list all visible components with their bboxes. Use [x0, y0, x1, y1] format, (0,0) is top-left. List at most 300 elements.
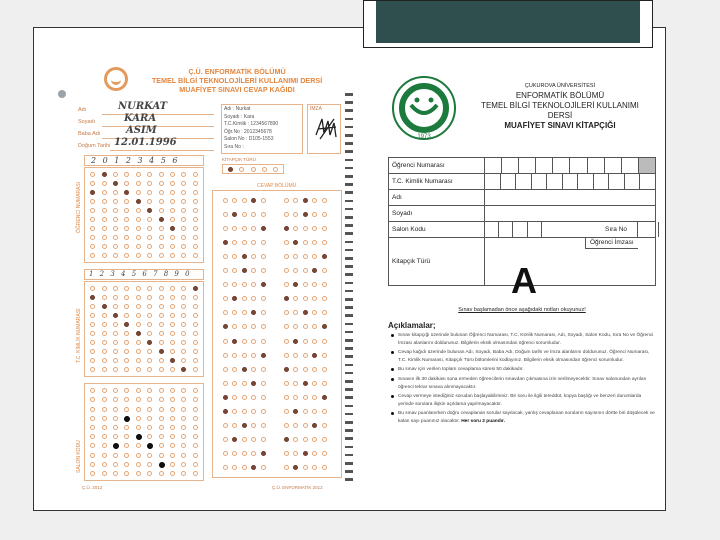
filled-bubble	[303, 381, 308, 386]
answer-bubble	[242, 353, 247, 358]
answer-bubble	[251, 324, 256, 329]
answer-bubble	[181, 471, 186, 476]
answer-bubble	[90, 244, 95, 249]
answer-bubble	[242, 395, 247, 400]
filled-bubble	[147, 208, 152, 213]
answer-bubble	[90, 322, 95, 327]
answer-bubble	[147, 253, 152, 258]
answer-bubble	[170, 172, 175, 177]
answer-bubble	[136, 235, 141, 240]
answer-bubble	[251, 339, 256, 344]
answer-bubble	[90, 425, 95, 430]
answer-bubble	[124, 331, 129, 336]
answer-bubble	[251, 167, 256, 172]
answer-bubble	[293, 296, 298, 301]
answer-bubble	[193, 425, 198, 430]
answer-bubble	[102, 443, 107, 448]
answer-bubble	[181, 295, 186, 300]
answer-bubble	[293, 395, 298, 400]
booklet-title	[465, 81, 655, 131]
answer-bubble	[147, 199, 152, 204]
answer-bubble	[193, 416, 198, 421]
answer-section-title: CEVAP BÖLÜMÜ	[257, 183, 297, 189]
answer-bubble	[223, 423, 228, 428]
handwritten-name: NURKAT	[118, 101, 168, 112]
timing-mark	[345, 396, 353, 399]
answer-bubble	[223, 367, 228, 372]
answer-bubble	[124, 443, 129, 448]
answer-bubble	[284, 254, 289, 259]
answer-bubble	[312, 367, 317, 372]
answer-bubble	[261, 339, 266, 344]
answer-bubble	[124, 462, 129, 467]
answer-bubble	[136, 349, 141, 354]
answer-bubble	[181, 443, 186, 448]
answer-bubble	[223, 310, 228, 315]
timing-mark	[345, 224, 353, 227]
answer-bubble	[124, 199, 129, 204]
university-logo-icon	[104, 67, 128, 91]
answer-bubble	[322, 437, 327, 442]
answer-bubble	[293, 268, 298, 273]
answer-bubble	[261, 198, 266, 203]
answer-bubble	[159, 304, 164, 309]
filled-bubble	[223, 324, 228, 329]
answer-bubble	[170, 322, 175, 327]
answer-bubble	[261, 240, 266, 245]
filled-bubble	[170, 226, 175, 231]
answer-bubble	[113, 295, 118, 300]
answer-bubble	[322, 282, 327, 287]
answer-bubble	[147, 416, 152, 421]
filled-bubble	[136, 434, 142, 440]
answer-bubble	[293, 381, 298, 386]
answer-bubble	[102, 397, 107, 402]
note-item	[398, 410, 656, 425]
answer-bubble	[102, 217, 107, 222]
filled-bubble	[159, 217, 164, 222]
timing-mark	[345, 142, 353, 145]
answer-bubble	[113, 367, 118, 372]
filled-bubble	[232, 296, 237, 301]
answer-bubble	[293, 353, 298, 358]
filled-bubble	[170, 358, 175, 363]
timing-mark	[345, 462, 353, 465]
answer-bubble	[136, 462, 141, 467]
answer-bubble	[102, 340, 107, 345]
answer-bubble	[223, 437, 228, 442]
answer-bubble	[170, 295, 175, 300]
answer-bubble	[251, 395, 256, 400]
answer-bubble	[322, 212, 327, 217]
timing-marks	[345, 93, 353, 491]
info-line: Sıra No :	[224, 143, 244, 150]
answer-bubble	[181, 388, 186, 393]
handwritten-birthdate: 12.01.1996	[114, 137, 177, 148]
answer-bubble	[90, 416, 95, 421]
answer-bubble	[251, 437, 256, 442]
answer-bubble	[303, 353, 308, 358]
answer-bubble	[90, 235, 95, 240]
answer-bubble	[102, 331, 107, 336]
answer-bubble	[312, 339, 317, 344]
answer-bubble	[232, 310, 237, 315]
answer-bubble	[251, 212, 256, 217]
timing-mark	[345, 249, 353, 252]
answer-bubble	[170, 208, 175, 213]
answer-bubble	[159, 208, 164, 213]
filled-bubble	[312, 423, 317, 428]
answer-bubble	[124, 349, 129, 354]
answer-bubble	[102, 471, 107, 476]
answer-bubble	[242, 282, 247, 287]
answer-bubble	[303, 226, 308, 231]
answer-bubble	[147, 397, 152, 402]
booklet-title-line: ENFORMATİK BÖLÜMÜ	[515, 91, 605, 100]
answer-bubble-grid	[212, 190, 342, 478]
answer-bubble	[147, 407, 152, 412]
warning-text: Sınav başlamadan önce aşağıdaki notları okuyunuz!	[458, 307, 586, 313]
answer-bubble	[312, 212, 317, 217]
answer-bubble	[261, 254, 266, 259]
answer-bubble	[303, 395, 308, 400]
answer-bubble	[223, 268, 228, 273]
answer-bubble	[193, 217, 198, 222]
answer-bubble	[170, 388, 175, 393]
answer-bubble	[322, 268, 327, 273]
answer-bubble	[273, 167, 278, 172]
answer-bubble	[284, 198, 289, 203]
answer-bubble	[90, 208, 95, 213]
filled-bubble	[113, 181, 118, 186]
timing-mark	[345, 265, 353, 268]
answer-bubble	[181, 253, 186, 258]
answer-bubble	[170, 244, 175, 249]
field-booklet-type-label: Kitapçık Türü	[389, 238, 485, 286]
answer-bubble	[102, 295, 107, 300]
answer-bubble	[193, 340, 198, 345]
filled-bubble	[284, 226, 289, 231]
answer-bubble	[193, 226, 198, 231]
answer-bubble	[261, 212, 266, 217]
answer-bubble	[159, 322, 164, 327]
answer-bubble	[147, 304, 152, 309]
answer-bubble	[113, 199, 118, 204]
answer-bubble	[102, 416, 107, 421]
answer-bubble	[113, 434, 118, 439]
answer-bubble	[242, 339, 247, 344]
filled-bubble	[147, 340, 152, 345]
answer-bubble	[181, 462, 186, 467]
student-info-box	[221, 104, 303, 154]
answer-bubble	[232, 282, 237, 287]
answer-bubble	[113, 226, 118, 231]
info-line: Soyadı : Kara	[224, 113, 255, 120]
answer-bubble	[284, 282, 289, 287]
answer-bubble	[136, 208, 141, 213]
filled-bubble	[232, 339, 237, 344]
answer-bubble	[136, 453, 141, 458]
answer-bubble	[312, 310, 317, 315]
answer-bubble	[90, 313, 95, 318]
answer-bubble	[113, 388, 118, 393]
filled-bubble	[136, 331, 141, 336]
timing-mark	[345, 421, 353, 424]
answer-bubble	[147, 190, 152, 195]
answer-bubble	[170, 217, 175, 222]
field-name-value	[485, 190, 656, 206]
answer-bubble	[312, 198, 317, 203]
answer-bubble	[193, 295, 198, 300]
answer-bubble	[124, 358, 129, 363]
filled-bubble	[223, 395, 228, 400]
answer-bubble	[251, 409, 256, 414]
answer-bubble	[181, 217, 186, 222]
answer-bubble	[159, 226, 164, 231]
filled-bubble	[90, 190, 95, 195]
answer-bubble	[124, 397, 129, 402]
answer-bubble	[232, 226, 237, 231]
answer-bubble	[312, 409, 317, 414]
timing-mark	[345, 191, 353, 194]
answer-bubble	[193, 208, 198, 213]
answer-bubble	[147, 235, 152, 240]
timing-mark	[345, 372, 353, 375]
answer-bubble	[113, 397, 118, 402]
answer-bubble	[181, 172, 186, 177]
answer-bubble	[124, 313, 129, 318]
timing-mark	[345, 355, 353, 358]
answer-bubble	[159, 471, 164, 476]
field-surname-value	[485, 206, 656, 222]
answer-bubble	[113, 208, 118, 213]
field-surname-label: Soyadı	[389, 206, 485, 222]
answer-bubble	[193, 235, 198, 240]
answer-bubble	[113, 304, 118, 309]
answer-bubble	[102, 313, 107, 318]
answer-bubble	[170, 434, 175, 439]
answer-bubble	[136, 295, 141, 300]
answer-bubble	[136, 416, 141, 421]
answer-bubble	[170, 190, 175, 195]
answer-bubble	[124, 388, 129, 393]
answer-bubble	[232, 268, 237, 273]
answer-bubble	[232, 324, 237, 329]
filled-bubble	[322, 395, 327, 400]
answer-bubble	[90, 286, 95, 291]
answer-bubble	[262, 167, 267, 172]
filled-bubble	[293, 339, 298, 344]
answer-bubble	[193, 407, 198, 412]
answer-bubble	[242, 409, 247, 414]
timing-mark	[345, 364, 353, 367]
answer-bubble	[170, 286, 175, 291]
answer-bubble	[322, 451, 327, 456]
answer-bubble	[113, 253, 118, 258]
answer-bubble	[102, 367, 107, 372]
filled-bubble	[90, 295, 95, 300]
answer-bubble	[159, 199, 164, 204]
answer-bubble	[193, 304, 198, 309]
answer-bubble	[251, 226, 256, 231]
answer-bubble	[136, 388, 141, 393]
answer-bubble	[223, 254, 228, 259]
answer-bubble	[102, 181, 107, 186]
answer-bubble	[232, 381, 237, 386]
field-salon-label: Salon Kodu	[389, 222, 485, 238]
answer-bubble	[113, 340, 118, 345]
tc-number-grid	[84, 281, 204, 377]
answer-bubble	[322, 226, 327, 231]
footer-right: Ç.Ü. ENFORMATİK 2012	[272, 485, 323, 490]
answer-bubble	[322, 198, 327, 203]
answer-bubble	[90, 340, 95, 345]
answer-bubble	[147, 181, 152, 186]
signature-label: İMZA	[310, 106, 322, 112]
logo-year: 1973	[417, 134, 431, 140]
answer-bubble	[193, 367, 198, 372]
timing-mark	[345, 331, 353, 334]
answer-bubble	[102, 190, 107, 195]
answer-bubble	[293, 437, 298, 442]
answer-bubble	[113, 416, 118, 421]
answer-bubble	[113, 322, 118, 327]
answer-bubble	[251, 240, 256, 245]
answer-bubble	[303, 296, 308, 301]
field-name-label: Adı	[389, 190, 485, 206]
answer-bubble	[124, 425, 129, 430]
answer-bubble	[193, 253, 198, 258]
filled-bubble	[261, 282, 266, 287]
answer-bubble	[261, 423, 266, 428]
answer-bubble	[284, 395, 289, 400]
note-item: Cevap vermeye istediğiniz sorudan başlayabilirsiniz. Bir soru ile ilgili tereddüt, kopya başlığı ve benzeri durumlarda yerinde sorulara ilişkin açıklama yapılmayacaktır.	[398, 393, 656, 408]
answer-bubble	[223, 198, 228, 203]
answer-bubble	[261, 409, 266, 414]
answer-bubble	[170, 253, 175, 258]
decorative-tab	[363, 0, 653, 48]
answer-bubble	[90, 331, 95, 336]
answer-bubble	[312, 282, 317, 287]
answer-bubble	[232, 395, 237, 400]
answer-bubble	[284, 339, 289, 344]
notes-title: Açıklamalar;	[388, 321, 436, 330]
answer-bubble	[124, 434, 129, 439]
answer-bubble	[147, 217, 152, 222]
booklet-title-line: DERSİ	[547, 111, 573, 120]
answer-bubble	[147, 286, 152, 291]
answer-bubble	[124, 208, 129, 213]
answer-bubble	[147, 349, 152, 354]
answer-bubble	[193, 349, 198, 354]
answer-bubble	[251, 296, 256, 301]
filled-bubble	[102, 172, 107, 177]
answer-bubble	[232, 254, 237, 259]
answer-bubble	[90, 172, 95, 177]
answer-bubble	[136, 313, 141, 318]
info-line: Öğr.No : 2012345678	[224, 128, 272, 135]
timing-mark	[345, 167, 353, 170]
answer-bubble	[170, 313, 175, 318]
answer-bubble	[293, 367, 298, 372]
answer-bubble	[181, 416, 186, 421]
answer-bubble	[242, 310, 247, 315]
booklet-type-grid	[222, 164, 284, 174]
answer-bubble	[181, 226, 186, 231]
answer-bubble	[242, 465, 247, 470]
answer-bubble	[124, 367, 129, 372]
filled-bubble	[293, 240, 298, 245]
answer-bubble	[170, 453, 175, 458]
filled-bubble	[136, 199, 141, 204]
filled-bubble	[232, 212, 237, 217]
answer-bubble	[303, 339, 308, 344]
answer-bubble	[193, 199, 198, 204]
answer-bubble	[181, 304, 186, 309]
timing-mark	[345, 454, 353, 457]
answer-sheet-title-line: MUAFİYET SINAVI CEVAP KAĞIDI	[179, 85, 295, 94]
timing-mark	[345, 183, 353, 186]
filled-bubble	[261, 226, 266, 231]
timing-mark	[345, 323, 353, 326]
answer-bubble	[303, 409, 308, 414]
answer-bubble	[181, 286, 186, 291]
answer-bubble	[170, 407, 175, 412]
answer-bubble	[113, 331, 118, 336]
answer-bubble	[90, 199, 95, 204]
timing-mark	[345, 347, 353, 350]
answer-bubble	[322, 240, 327, 245]
answer-bubble	[159, 235, 164, 240]
answer-bubble	[242, 296, 247, 301]
answer-bubble	[284, 353, 289, 358]
answer-bubble	[223, 296, 228, 301]
student-number-grid	[84, 167, 204, 263]
timing-mark	[345, 175, 353, 178]
bullet-icon	[58, 90, 66, 98]
answer-bubble	[261, 296, 266, 301]
field-underline	[110, 150, 214, 151]
answer-bubble	[159, 453, 164, 458]
timing-mark	[345, 150, 353, 153]
answer-bubble	[159, 172, 164, 177]
timing-mark	[345, 380, 353, 383]
answer-bubble	[124, 407, 129, 412]
answer-bubble	[124, 172, 129, 177]
field-underline	[102, 114, 214, 115]
answer-bubble	[312, 451, 317, 456]
answer-bubble	[284, 268, 289, 273]
answer-bubble	[113, 172, 118, 177]
answer-bubble	[232, 409, 237, 414]
answer-bubble	[136, 425, 141, 430]
answer-bubble	[193, 388, 198, 393]
answer-bubble	[159, 367, 164, 372]
answer-bubble	[284, 423, 289, 428]
answer-bubble	[113, 425, 118, 430]
filled-bubble	[293, 465, 298, 470]
notes-list	[388, 332, 656, 426]
exam-booklet-image	[385, 63, 659, 495]
answer-bubble	[136, 340, 141, 345]
answer-bubble	[242, 212, 247, 217]
answer-bubble	[159, 295, 164, 300]
answer-bubble	[181, 322, 186, 327]
answer-bubble	[90, 434, 95, 439]
answer-bubble	[147, 471, 152, 476]
answer-bubble	[181, 407, 186, 412]
notes-section	[388, 321, 656, 428]
